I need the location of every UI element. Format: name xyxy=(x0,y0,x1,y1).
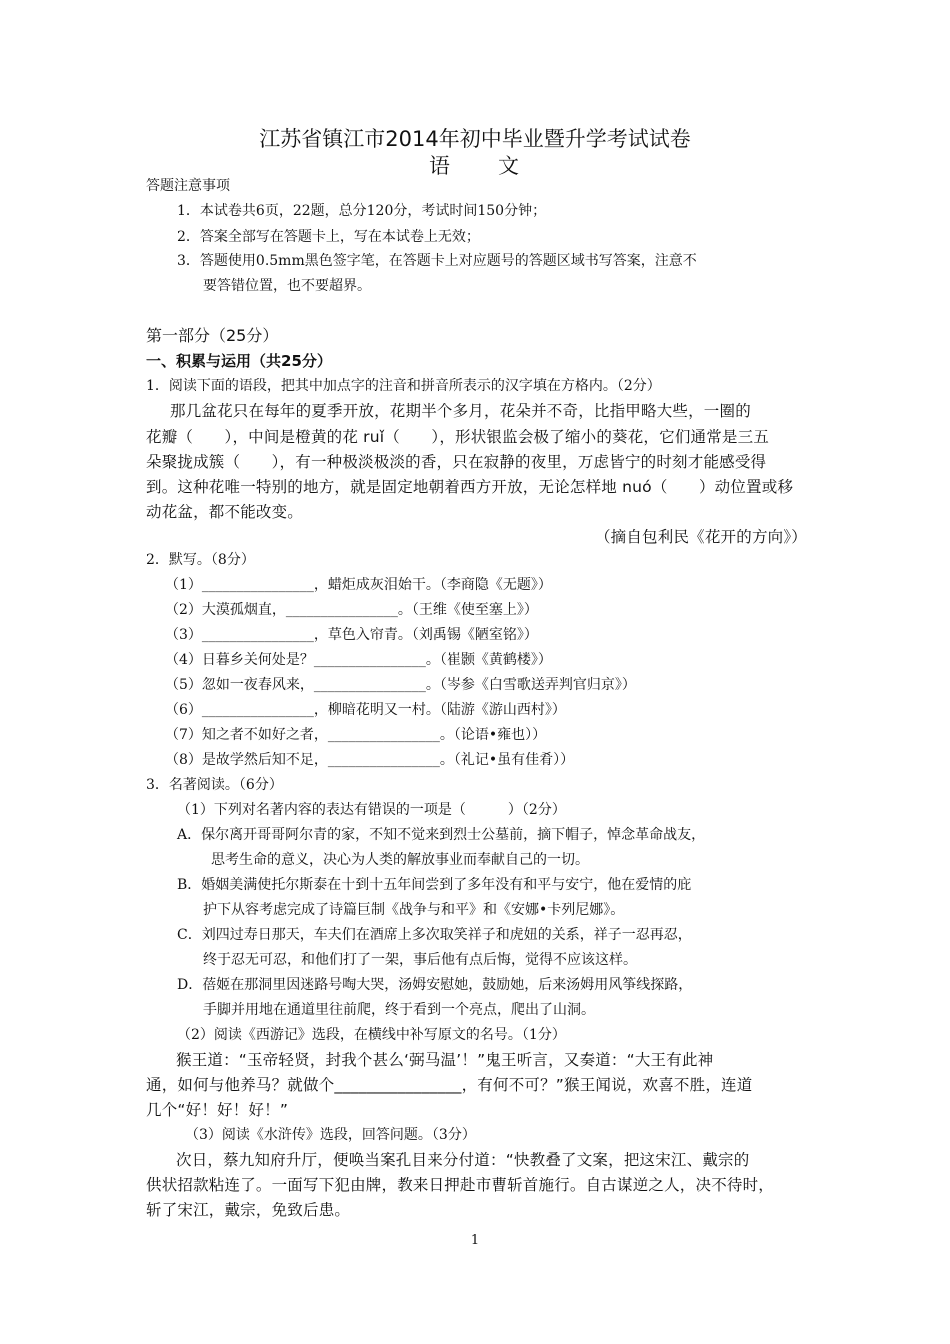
q3-sub3-passage: 斩了宋江，戴宗，免致后患。 xyxy=(146,1201,351,1219)
q1-source: （摘自包利民《花开的方向》） xyxy=(594,528,807,546)
q3-sub3-passage: 供状招款粘连了。一面写下犯由牌，教来日押赴市曹斩首施行。自古谋逆之人，决不待时， xyxy=(146,1176,775,1194)
q3-option-c: C．刘四过寿日那天，车夫们在酒席上多次取笑祥子和虎妞的关系，祥子一忍再忍， xyxy=(177,927,692,943)
q2-item: （4）日暮乡关何处是？________________。（崔颢《黄鹤楼》） xyxy=(165,652,552,668)
q3-sub1: （1）下列对名著内容的表达有错误的一项是（ ）（2分） xyxy=(177,802,566,818)
q2-item: （7）知之者不如好之者，________________。（论语•雍也）） xyxy=(165,727,547,743)
q3-sub2: （2）阅读《西游记》选段，在横线中补写原文的名号。（1分） xyxy=(177,1027,566,1043)
q2-item: （2）大漠孤烟直，________________。（王维《使至塞上》） xyxy=(165,602,538,618)
q3-option-a-cont: 思考生命的意义，决心为人类的解放事业而奉献自己的一切。 xyxy=(211,852,589,868)
q2-item: （3）________________，草色入帘青。（刘禹锡《陋室铭》） xyxy=(165,627,538,643)
exam-subject: 语 文 xyxy=(429,154,521,178)
q2-item: （5）忽如一夜春风来，________________。（岑参《白雪歌送弄判官归京》） xyxy=(165,677,636,693)
section-heading: 一、积累与运用（共25分） xyxy=(146,352,332,370)
q3-option-b-cont: 护下从容考虑完成了诗篇巨制《战争与和平》和《安娜•卡列尼娜》。 xyxy=(203,902,625,918)
q3-sub3: （3）阅读《水浒传》选段，回答问题。（3分） xyxy=(185,1127,476,1143)
q3-option-b: B．婚姻美满使托尔斯泰在十到十五年间尝到了多年没有和平与安宁，他在爱情的庇 xyxy=(177,877,692,893)
q2-item: （8）是故学然后知不足，________________。（礼记•虽有佳肴）） xyxy=(165,752,575,768)
exam-title: 江苏省镇江市2014年初中毕业暨升学考试试卷 xyxy=(259,127,691,151)
notice-heading: 答题注意事项 xyxy=(146,178,230,194)
q3-sub2-passage: 猴王道：“玉帝轻贤，封我个甚么‘弼马温’！”鬼王听言，又奏道：“大王有此神 xyxy=(176,1051,714,1069)
q2-item: （6）________________，柳暗花明又一村。（陆游《游山西村》） xyxy=(165,702,566,718)
part-heading: 第一部分（25分） xyxy=(146,326,279,345)
page-number: 1 xyxy=(470,1233,480,1248)
q3-option-a: A．保尔离开哥哥阿尔青的家，不知不觉来到烈士公墓前，摘下帽子，悼念革命战友， xyxy=(177,827,706,843)
q3-prompt: 3．名著阅读。（6分） xyxy=(146,777,283,793)
q1-passage-line: 到。这种花唯一特别的地方，就是固定地朝着西方开放，无论怎样地 nuó（ ）动位置或移 xyxy=(146,478,794,496)
q3-sub2-passage: 通，如何与他养马？就做个________________，有何不可？”猴王闻说，欢喜不胜，连道 xyxy=(146,1076,753,1094)
q1-passage-line: 朵聚拢成簇（ ），有一种极淡极淡的香，只在寂静的夜里，万虑皆宁的时刻才能感受得 xyxy=(146,453,767,471)
q1-passage-line: 那几盆花只在每年的夏季开放，花期半个多月，花朵并不奇，比指甲略大些，一圈的 xyxy=(170,402,751,420)
notice-item-2: 2．答案全部写在答题卡上，写在本试卷上无效； xyxy=(177,229,480,245)
notice-item-3-cont: 要答错位置，也不要超界。 xyxy=(203,278,371,294)
notice-item-1: 1．本试卷共6页，22题，总分120分，考试时间150分钟； xyxy=(177,203,547,219)
q2-item: （1）________________，蜡炬成灰泪始干。（李商隐《无题》） xyxy=(165,577,552,593)
q3-option-d-cont: 手脚并用地在通道里往前爬，终于看到一个亮点，爬出了山洞。 xyxy=(203,1002,595,1018)
q1-passage-line: 动花盆，都不能改变。 xyxy=(146,503,304,521)
q3-option-c-cont: 终于忍无可忍，和他们打了一架，事后他有点后悔，觉得不应该这样。 xyxy=(203,952,637,968)
q1-prompt: 1．阅读下面的语段，把其中加点字的注音和拼音所表示的汉字填在方格内。（2分） xyxy=(146,378,661,394)
q3-sub2-passage: 几个“好！好！好！” xyxy=(146,1101,289,1119)
q3-option-d: D．蓓姬在那洞里因迷路号啕大哭，汤姆安慰她，鼓励她，后来汤姆用风筝线探路， xyxy=(177,977,693,993)
q2-prompt: 2．默写。（8分） xyxy=(146,552,255,568)
q3-sub3-passage: 次日，蔡九知府升厅，便唤当案孔目来分付道：“快教叠了文案，把这宋江、戴宗的 xyxy=(176,1151,750,1169)
notice-item-3: 3．答题使用0.5mm黑色签字笔，在答题卡上对应题号的答题区域书写答案，注意不 xyxy=(177,253,697,269)
q1-passage-line: 花瓣（ ），中间是橙黄的花 ruǐ（ ），形状银监会极了缩小的葵花，它们通常是三五 xyxy=(146,428,770,446)
